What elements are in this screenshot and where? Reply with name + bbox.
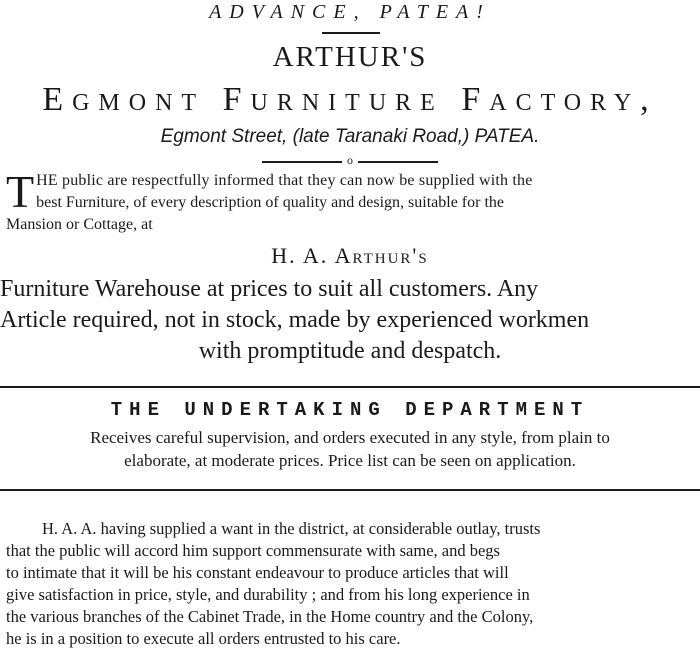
closing-line: H. A. A. having supplied a want in the district, at considerable outlay, trusts — [42, 519, 541, 538]
ornament-circle: o — [347, 153, 353, 167]
warehouse-line: Furniture Warehouse at prices to suit all customers. Any — [0, 276, 539, 302]
intro-paragraph — [6, 166, 694, 236]
closing-line: to intimate that it will be his constant endeavour to produce articles that will — [6, 563, 509, 582]
intro-line: HE public are respectfully informed that they can now be supplied with the — [36, 172, 533, 189]
address: Egmont Street, (late Taranaki Road,) PATEA. — [160, 126, 540, 147]
warehouse-text — [0, 274, 700, 367]
ornament-line-right — [358, 161, 438, 163]
warehouse-line: Article required, not in stock, made by experienced workmen — [0, 307, 590, 333]
closing-line: the various branches of the Cabinet Trade, in the Home country and the Colony, — [6, 607, 534, 626]
intro-line: best Furniture, of every description of quality and design, suitable for the — [36, 194, 504, 211]
masthead: ADVANCE, PATEA! — [209, 1, 491, 23]
closing-paragraph — [6, 518, 696, 650]
undertaking-title: THE UNDERTAKING DEPARTMENT — [110, 399, 590, 421]
undertaking-line: Receives careful supervision, and orders executed in any style, from plain to — [90, 428, 610, 447]
intro-line: Mansion or Cottage, at — [6, 216, 153, 233]
drop-cap: T — [6, 166, 35, 217]
closing-line: that the public will accord him support commensurate with same, and begs — [6, 541, 500, 560]
undertaking-line: elaborate, at moderate prices. Price list can be seen on application. — [124, 451, 576, 470]
ornament-divider — [262, 154, 438, 170]
warehouse-line: with promptitude and despatch. — [198, 338, 502, 364]
undertaking-text — [0, 426, 700, 472]
closing-line: he is in a position to execute all orders entrusted to his care. — [6, 629, 401, 648]
factory-title: Egmont Furniture Factory, — [42, 81, 658, 118]
closing-line: give satisfaction in price, style, and durability ; and from his long experience in — [6, 585, 530, 604]
masthead-rule — [322, 32, 380, 34]
divider-rule — [0, 489, 700, 491]
divider-rule — [0, 386, 700, 388]
warehouse-name: H. A. Arthur's — [271, 243, 429, 268]
firm-name: ARTHUR'S — [272, 41, 428, 73]
